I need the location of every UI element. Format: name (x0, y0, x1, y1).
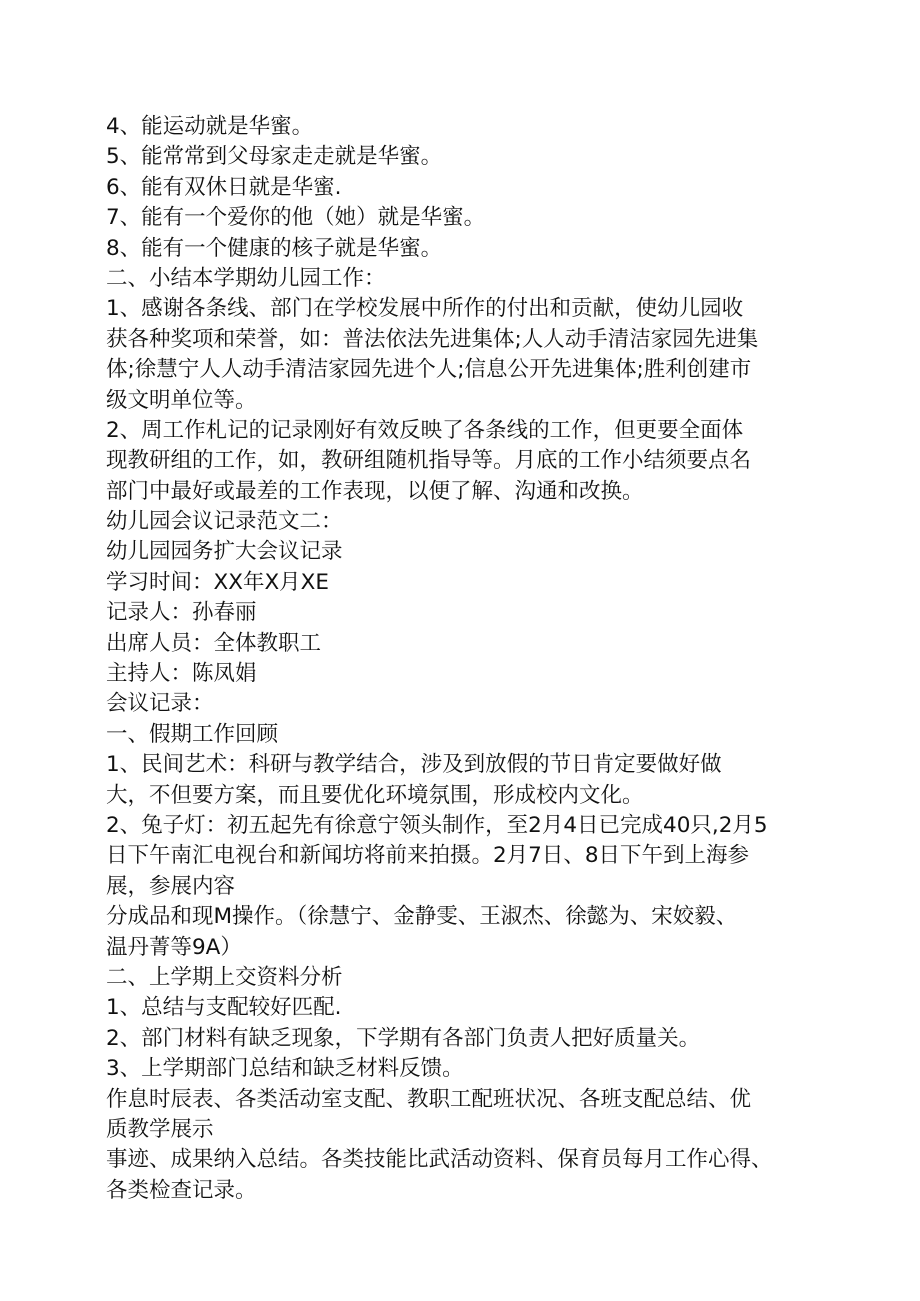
meeting-title: 幼儿园园务扩大会议记录 (106, 539, 343, 565)
attendees: 出席人员：全体教职工 (106, 630, 322, 656)
text-line: 2、周工作札记的记录刚好有效反映了各条线的工作，但更要全面体 (106, 417, 744, 443)
text-line: 现教研组的工作，如，教研组随机指导等。月底的工作小结须要点名 (106, 448, 752, 474)
section-heading: 二、小结本学期幼儿园工作： (106, 265, 386, 291)
recorder: 记录人：孙春丽 (106, 600, 257, 626)
document-subtitle: 幼儿园会议记录范文二： (106, 509, 343, 535)
text-line: 作息时辰表、各类活动室支配、教职工配班状况、各班支配总结、优 (106, 1086, 752, 1112)
text-line: 获各种奖项和荣誉，如：普法依法先进集体;人人动手清洁家园先进集 (106, 326, 759, 352)
minutes-label: 会议记录： (106, 691, 214, 717)
text-line: 1、总结与支配较好匹配. (106, 995, 342, 1021)
text-line: 2、兔子灯：初五起先有徐意宁领头制作，至2月4日已完成40只,2月5 (106, 812, 768, 838)
text-line: 3、上学期部门总结和缺乏材料反馈。 (106, 1056, 464, 1082)
text-line: 展，参展内容 (106, 873, 236, 899)
section-heading: 一、假期工作回顾 (106, 721, 279, 747)
text-line: 质教学展示 (106, 1116, 214, 1142)
text-line: 5、能常常到父母家走走就是华蜜。 (106, 144, 443, 170)
host: 主持人：陈凤娟 (106, 661, 257, 687)
text-line: 8、能有一个健康的核子就是华蜜。 (106, 235, 443, 261)
meeting-time: 学习时间：XX年X月XE (106, 569, 330, 595)
text-line: 各类检查记录。 (106, 1177, 257, 1203)
text-line: 7、能有一个爱你的他（她）就是华蜜。 (106, 205, 486, 231)
text-line: 日下午南汇电视台和新闻坊将前来拍摄。2月7日、8日下午到上海参 (106, 843, 750, 869)
text-line: 2、部门材料有缺乏现象，下学期有各部门负责人把好质量关。 (106, 1025, 701, 1051)
text-line: 温丹菁等9A） (106, 934, 242, 960)
text-line: 6、能有双休日就是华蜜. (106, 174, 342, 200)
section-heading: 二、上学期上交资料分析 (106, 964, 343, 990)
document-body (106, 112, 814, 1206)
text-line: 大，不但要方案，而且要优化环境氛围，形成校内文化。 (106, 782, 644, 808)
text-line: 部门中最好或最差的工作表现，以便了解、沟通和改换。 (106, 478, 644, 504)
text-line: 事迹、成果纳入总结。各类技能比武活动资料、保育员每月工作心得、 (106, 1147, 773, 1173)
text-line: 分成品和现M操作。（徐慧宁、金静雯、王淑杰、徐懿为、宋姣毅、 (106, 904, 738, 930)
text-line: 级文明单位等。 (106, 387, 257, 413)
text-line: 1、感谢各条线、部门在学校发展中所作的付出和贡献，使幼儿园收 (106, 296, 744, 322)
text-line: 1、民间艺术：科研与教学结合，涉及到放假的节日肯定要做好做 (106, 752, 722, 778)
text-line: 4、能运动就是华蜜。 (106, 114, 314, 139)
text-line: 体;徐慧宁人人动手清洁家园先进个人;信息公开先进集体;胜利创建市 (106, 357, 752, 383)
